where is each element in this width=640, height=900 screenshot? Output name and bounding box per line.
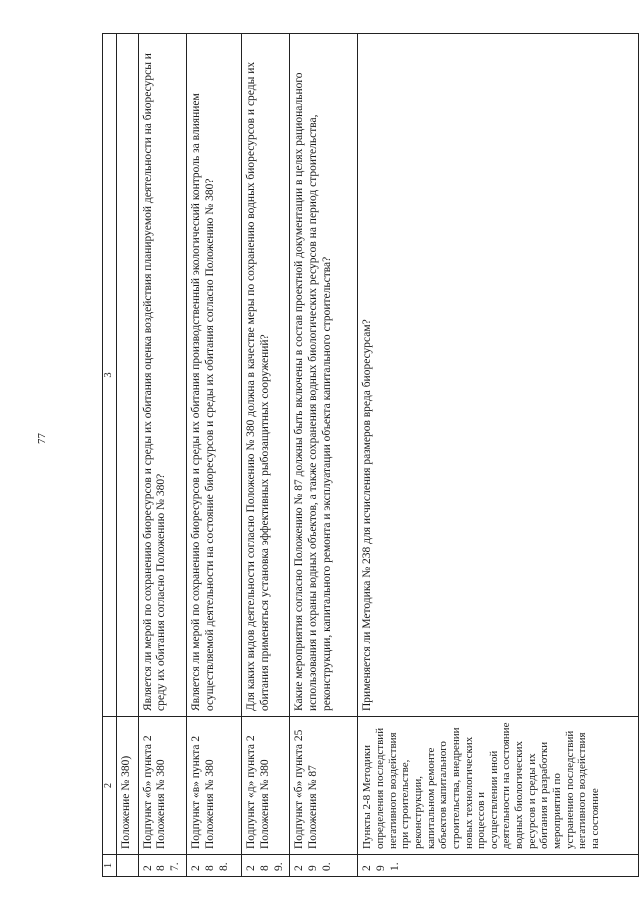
table-row-continuation bbox=[116, 34, 138, 877]
table-row bbox=[186, 34, 241, 877]
row-number-cell: 287. bbox=[138, 855, 186, 877]
legal-reference-cell: Положение № 380) bbox=[116, 717, 138, 855]
rotated-table-wrapper bbox=[102, 33, 620, 877]
question-cell: Является ли мерой по сохранению биоресурсов и среды их обитания производственный экологический контроль за влиянием осуществляемой деятельности на состояние биоресурсов и среды их обитания согласно Положению № 380? bbox=[186, 34, 241, 717]
row-number-cell: 290. bbox=[290, 855, 358, 877]
header-cell-2: 2 bbox=[103, 717, 117, 855]
question-cell: Является ли мерой по сохранению биоресурсов и среды их обитания оценка воздействия планируемой деятельности на биоресурсы и среду их обитания согласно Положению № 380? bbox=[138, 34, 186, 717]
legal-reference-cell: Пункты 2-8 Методики определения последствий негативного воздействия при строительстве, реконструкции, капитальном ремонте объектов капитального строительства, внедрении новых технологических процессов и осуществлении иной деятельности на состояние водных биологических ресурсов и среды их обитания и разработки мероприятий по устранению последствий негативного воздействия на состояние bbox=[358, 717, 639, 855]
table-header-row bbox=[103, 34, 117, 877]
page-number: 77 bbox=[36, 433, 48, 444]
table-row bbox=[358, 34, 639, 877]
row-number-cell: 289. bbox=[241, 855, 289, 877]
legal-reference-cell: Подпункт «б» пункта 2 Положения № 380 bbox=[138, 717, 186, 855]
question-cell: Для каких видов деятельности согласно Положению № 380 должна в качестве меры по сохранению водных биоресурсов и среды их обитания применяться установка эффективных рыбозащитных сооружений? bbox=[241, 34, 289, 717]
legal-reference-cell: Подпункт «д» пункта 2 Положения № 380 bbox=[241, 717, 289, 855]
questions-table bbox=[102, 33, 639, 877]
row-number-cell: 291. bbox=[358, 855, 639, 877]
table-row bbox=[241, 34, 289, 877]
legal-reference-cell: Подпункт «б» пункта 25 Положения № 87 bbox=[290, 717, 358, 855]
header-cell-1: 1 bbox=[103, 855, 117, 877]
row-number-cell bbox=[116, 855, 138, 877]
legal-reference-cell: Подпункт «в» пункта 2 Положения № 380 bbox=[186, 717, 241, 855]
table-row bbox=[290, 34, 358, 877]
question-cell: Применяется ли Методика № 238 для исчисления размеров вреда биоресурсам? bbox=[358, 34, 639, 717]
table-row bbox=[138, 34, 186, 877]
question-cell: Какие мероприятия согласно Положению № 87 должны быть включены в состав проектной документации в целях рационального использования и охраны водных объектов, а также сохранения водных биологических ресурсов на период строительства, реконструкции, капитального ремонта и эксплуатации объекта капитального строительства? bbox=[290, 34, 358, 717]
question-cell bbox=[116, 34, 138, 717]
header-cell-3: 3 bbox=[103, 34, 117, 717]
row-number-cell: 288. bbox=[186, 855, 241, 877]
